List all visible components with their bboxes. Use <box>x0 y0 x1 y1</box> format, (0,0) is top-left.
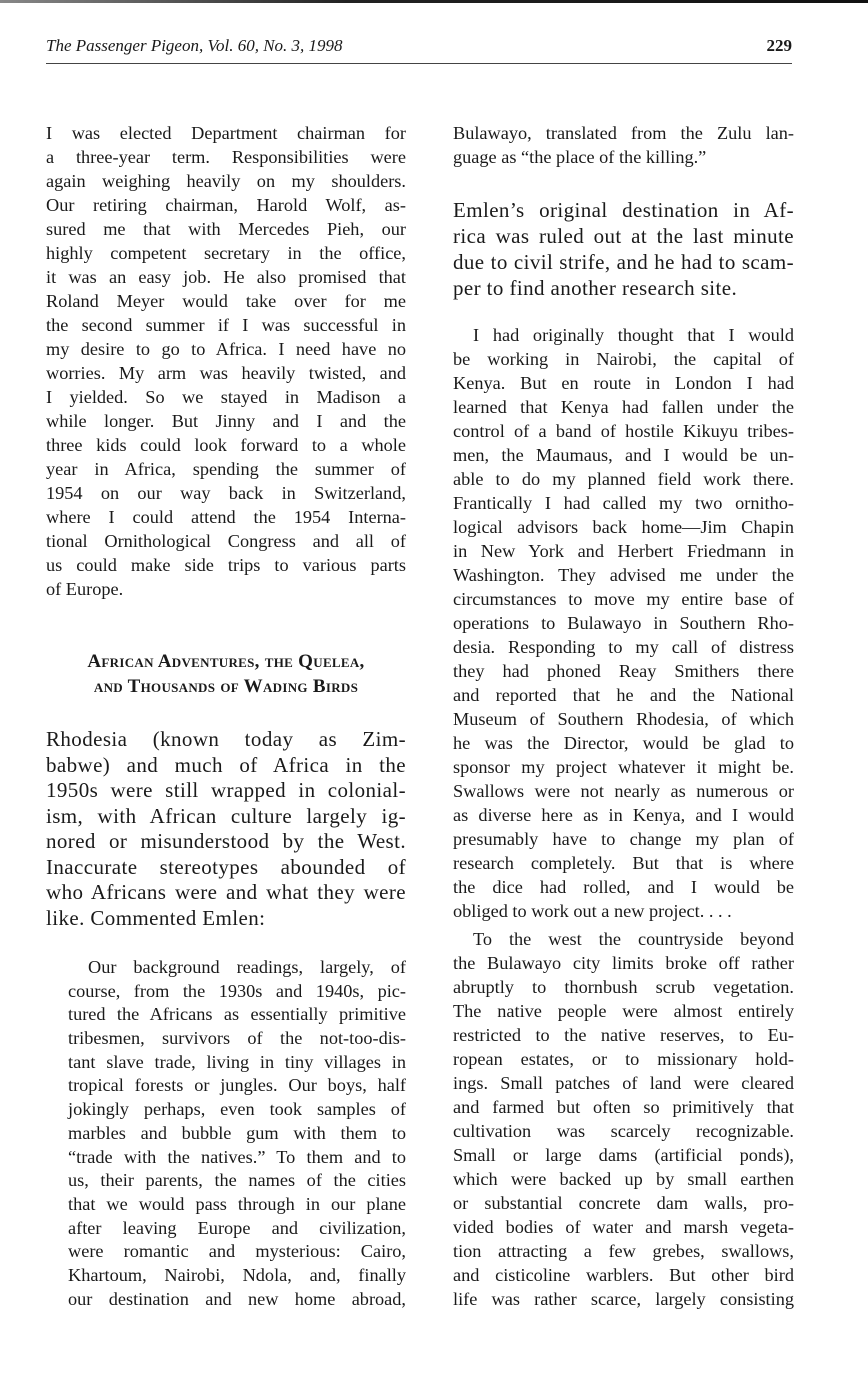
text-line: tropical forests or jungles. Our boys, half <box>68 1075 406 1096</box>
text-line: the second summer if I was successful in <box>46 315 406 335</box>
text-line: Frantically I had called my two ornitho- <box>453 493 794 513</box>
text-line: presumably have to change my plan of <box>453 829 794 849</box>
text-line: babwe) and much of Africa in the <box>46 752 406 777</box>
text-line: and farmed but often so primitively that <box>453 1097 794 1117</box>
text-line: be working in Nairobi, the capital of <box>453 349 794 369</box>
text-line: guage as “the place of the killing.” <box>453 147 707 167</box>
text-line: Swallows were not nearly as numerous or <box>453 781 794 801</box>
text-line: life was rather scarce, largely consisting <box>453 1289 794 1309</box>
text-line: that we would pass through in our plane <box>68 1193 406 1214</box>
text-line: year in Africa, spending the summer of <box>46 459 406 479</box>
text-line: of Europe. <box>46 579 124 599</box>
text-line: desia. Responding to my call of distress <box>453 637 794 657</box>
text-line: men, the Maumaus, and I would be un- <box>453 445 794 465</box>
text-line: I yielded. So we stayed in Madison a <box>46 387 406 407</box>
text-line: sured me that with Mercedes Pieh, our <box>46 219 406 239</box>
text-line: my desire to go to Africa. I need have no <box>46 339 406 359</box>
running-title: The Passenger Pigeon, Vol. 60, No. 3, 1998 <box>46 36 343 55</box>
text-line: ism, with African culture largely ig- <box>46 803 406 828</box>
text-line: were romantic and mysterious: Cairo, <box>68 1241 406 1262</box>
text-line: obliged to work out a new project. . . . <box>453 901 732 921</box>
text-line: marbles and bubble gum with them to <box>68 1122 406 1143</box>
text-line: like. Commented Emlen: <box>46 905 266 930</box>
section-heading-line: African Adventures, the Quelea, <box>87 651 365 672</box>
text-line: able to do my planned field work there. <box>453 469 794 489</box>
text-line: vided bodies of water and marsh vegeta- <box>453 1217 794 1237</box>
text-line: learned that Kenya had fallen under the <box>453 397 794 417</box>
text-line: jokingly perhaps, even took samples of <box>68 1099 406 1120</box>
text-line: rica was ruled out at the last minute <box>453 224 794 248</box>
text-line: who Africans were and what they were <box>46 880 406 904</box>
text-line: To the west the countryside beyond <box>473 929 794 949</box>
text-line: he was the Director, would be glad to <box>453 733 794 753</box>
text-line: and reported that he and the National <box>453 685 794 705</box>
right-paragraph-2 <box>453 927 794 1311</box>
text-line: cultivation was scarcely recognizable. <box>453 1121 794 1141</box>
text-line: Washington. They advised me under the <box>453 565 794 585</box>
text-line: tional Ornithological Congress and all of <box>46 531 406 551</box>
section-heading-line: and Thousands of Wading Birds <box>93 676 359 697</box>
text-line: restricted to the native reserves, to Eu- <box>453 1025 794 1045</box>
text-line: again weighing heavily on my shoulders. <box>46 171 406 191</box>
text-line: three kids could look forward to a whole <box>46 435 406 455</box>
text-line: where I could attend the 1954 Interna- <box>46 507 406 527</box>
text-line: Inaccurate stereotypes abounded of <box>46 854 406 879</box>
text-line: sponsor my project whatever it might be. <box>453 757 794 777</box>
text-line: The native people were almost entirely <box>453 1001 794 1021</box>
text-line: “trade with the natives.” To them and to <box>68 1146 406 1167</box>
text-line: logical advisors back home—Jim Chapin <box>453 517 794 537</box>
text-line: Emlen’s original destination in Af- <box>453 198 794 222</box>
left-paragraph-1 <box>46 121 406 601</box>
text-line: while longer. But Jinny and I and the <box>46 411 406 431</box>
text-line: or substantial concrete dam walls, pro- <box>453 1193 794 1213</box>
text-line: per to find another research site. <box>453 276 738 300</box>
text-line: us, their parents, the names of the cities <box>68 1170 406 1191</box>
text-line: a three-year term. Responsibilities were <box>46 147 406 167</box>
text-line: the dice had rolled, and I would be <box>453 877 794 897</box>
text-line: I was elected Department chairman for <box>46 123 406 143</box>
text-line: 1950s were still wrapped in colonial- <box>46 778 406 802</box>
text-line: our destination and new home abroad, <box>68 1288 406 1309</box>
section-heading <box>46 649 406 699</box>
text-line: circumstances to move my entire base of <box>453 589 794 609</box>
text-line: which were backed up by small earthen <box>453 1169 794 1189</box>
left-pull-quote <box>46 727 406 931</box>
text-line: nored or misunderstood by the West. <box>46 829 406 853</box>
text-line: tribesmen, survivors of the not-too-dis- <box>68 1028 406 1049</box>
text-line: highly competent secretary in the office, <box>46 243 406 263</box>
text-line: Roland Meyer would take over for me <box>46 291 406 311</box>
text-line: abruptly to thornbush scrub vegetation. <box>453 977 794 997</box>
text-line: Museum of Southern Rhodesia, of which <box>453 709 794 729</box>
text-line: ings. Small patches of land were cleared <box>453 1073 794 1093</box>
text-line: Our retiring chairman, Harold Wolf, as- <box>46 195 406 215</box>
text-line: due to civil strife, and he had to scam- <box>453 250 794 274</box>
text-line: Small or large dams (artificial ponds), <box>453 1145 794 1165</box>
text-line: Kenya. But en route in London I had <box>453 373 794 393</box>
text-line: us could make side trips to various parts <box>46 555 406 575</box>
text-line: worries. My arm was heavily twisted, and <box>46 363 406 383</box>
text-line: 1954 on our way back in Switzerland, <box>46 483 406 503</box>
text-line: course, from the 1930s and 1940s, pic- <box>68 980 406 1001</box>
text-line: Rhodesia (known today as Zim- <box>46 727 406 751</box>
page-number: 229 <box>766 36 792 55</box>
text-line: it was an easy job. He also promised that <box>46 267 406 287</box>
header-rule <box>46 63 792 64</box>
text-line: control of a band of hostile Kikuyu tribes- <box>453 421 794 441</box>
right-pull-quote <box>453 197 794 301</box>
text-line: Khartoum, Nairobi, Ndola, and, finally <box>68 1264 406 1285</box>
text-line: ropean estates, or to missionary hold- <box>453 1049 794 1069</box>
text-line: Bulawayo, translated from the Zulu lan- <box>453 123 794 143</box>
block-quote <box>68 956 406 1311</box>
text-line: they had phoned Reay Smithers there <box>453 661 794 681</box>
right-paragraph-1 <box>453 323 794 923</box>
text-line: tion attracting a few grebes, swallows, <box>453 1241 794 1261</box>
text-line: Our background readings, largely, of <box>88 957 406 977</box>
text-line: tant slave trade, living in tiny villages in <box>68 1051 406 1072</box>
text-line: after leaving Europe and civilization, <box>68 1217 406 1238</box>
page-top-edge <box>0 0 868 3</box>
text-line: as diverse here as in Kenya, and I would <box>453 805 794 825</box>
text-line: I had originally thought that I would <box>473 325 794 345</box>
text-line: the Bulawayo city limits broke off rather <box>453 953 794 973</box>
text-line: tured the Africans as essentially primitive <box>68 1004 406 1025</box>
text-line: and cisticoline warblers. But other bird <box>453 1265 794 1285</box>
text-line: in New York and Herbert Friedmann in <box>453 541 794 561</box>
text-line: operations to Bulawayo in Southern Rho- <box>453 613 794 633</box>
quote-continuation <box>453 121 794 169</box>
text-line: research completely. But that is where <box>453 853 794 873</box>
